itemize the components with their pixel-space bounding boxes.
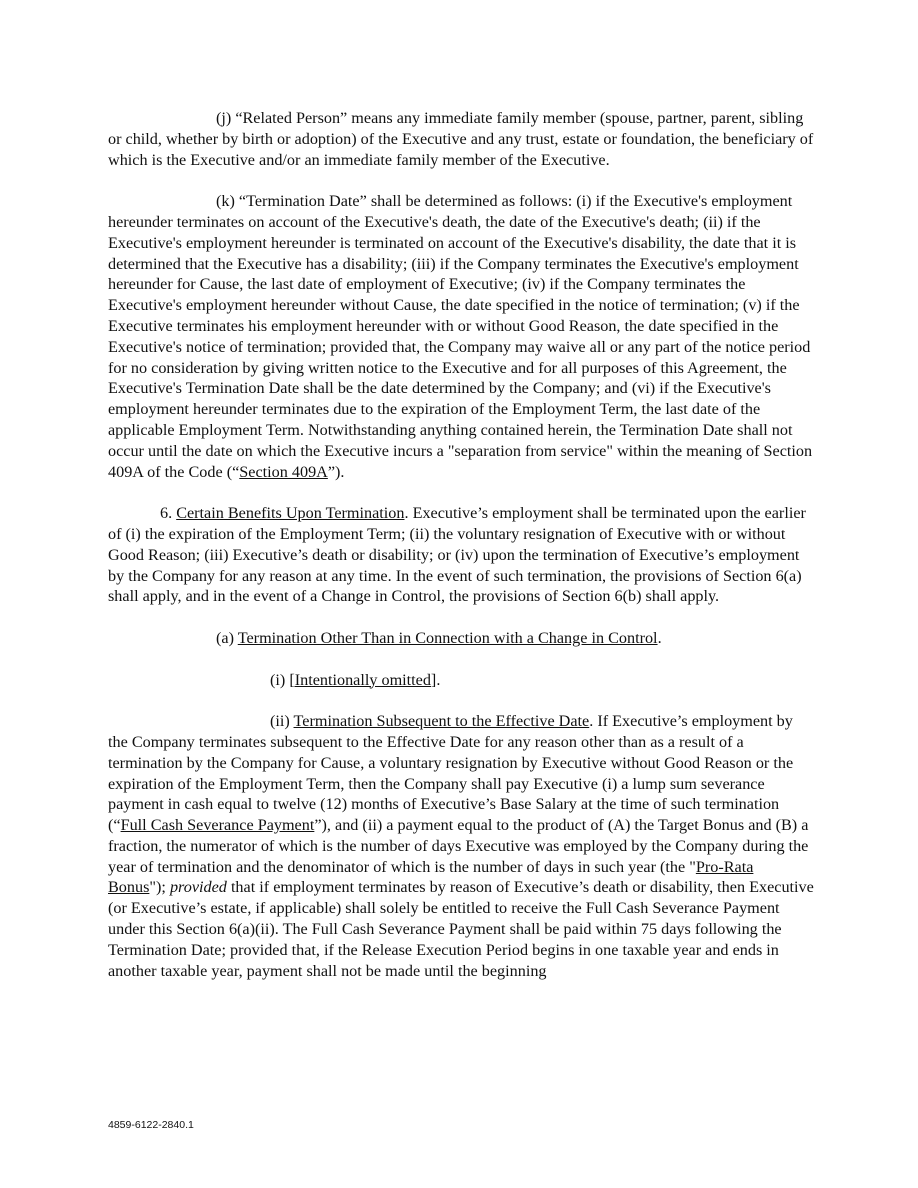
section-6aii-text-2: ”), and (ii) a payment equal to the product of (A) the Target Bonus and (B) a fraction, the numerator of which is the number of days Executive was employed by the Company during the year of termination and the denominator of which is the number of days in such year (the " — [108, 816, 809, 876]
document-page — [108, 108, 814, 1002]
termination-date-tail: ”). — [327, 462, 345, 481]
section-6-paragraph — [108, 503, 814, 607]
section-6a-heading — [108, 628, 814, 649]
section-6a-number: (a) — [216, 628, 238, 647]
section-6aii-emphasis: provided — [169, 878, 227, 897]
section-6aii-number: (ii) — [270, 712, 294, 731]
section-6-title: Certain Benefits Upon Termination — [176, 504, 405, 523]
section-6ai-heading — [108, 670, 814, 691]
defined-term-pro-rata-bonus: Pro-Rata Bonus — [108, 857, 754, 897]
section-6aii-title: Termination Subsequent to the Effective Date — [293, 712, 590, 731]
section-6aii-paragraph — [108, 711, 814, 981]
paragraph-termination-date — [108, 191, 814, 482]
defined-term-full-cash-severance-payment: Full Cash Severance Payment — [120, 816, 315, 835]
section-6-number: 6. — [160, 504, 177, 523]
section-6a-end: . — [657, 628, 662, 647]
section-6aii-text-1: . If Executive’s employment by the Company terminates subsequent to the Effective Date for any reason other than as a result of a termination by the Company for Cause, a voluntary resignation by Executive without Good Reason or the expiration of the Employment Term, then the Company shall pay Executive (i) a lump sum severance payment in cash equal to twelve (12) months of Executive’s Base Salary at the time of such termination (“ — [108, 712, 794, 835]
termination-date-text: (k) “Termination Date” shall be determined as follows: (i) if the Executive's employment hereunder terminates on account of the Executive's death, the date of the Executive's death; (ii) if the Executive's employment hereunder is terminated on account of the Executive's disability, the date that it is determined that the Executive has a disability; (iii) if the Company terminates the Executive's employment hereunder for Cause, the last date of employment of Executive; (iv) if the Company terminates the Executive's employment hereunder without Cause, the date specified in the notice of termination; (v) if the Executive terminates his employment hereunder with or without Good Reason, the date specified in the Executive's notice of termination; provided that, the Company may waive all or any part of the notice period for no consideration by giving written notice to the Executive and for all purposes of this Agreement, the Executive's Termination Date shall be the date determined by the Company; and (vi) if the Executive's employment hereunder terminates due to the expiration of the Employment Term, the last date of the applicable Employment Term. Notwithstanding anything contained herein, the Termination Date shall not occur until the date on which the Executive incurs a "separation from service" within the meaning of Section 409A of the Code (“ — [108, 192, 813, 481]
section-6aii-text-4: that if employment terminates by reason of Executive’s death or disability, then Executive (or Executive’s estate, if applicable) shall solely be entitled to receive the Full Cash Severance Payment under this Section 6(a)(ii). The Full Cash Severance Payment shall be paid within 75 days following the Termination Date; provided that, if the Release Execution Period begins in one taxable year and ends in another taxable year, payment shall not be made until the beginning — [108, 878, 814, 980]
section-6ai-end: . — [436, 670, 441, 689]
section-6aii-text-3: "); — [149, 878, 170, 897]
paragraph-related-person-text: (j) “Related Person” means any immediate family member (spouse, partner, parent, sibling or child, whether by birth or adoption) of the Executive and any trust, estate or foundation, the beneficiary of which is the Executive and/or an immediate family member of the Executive. — [108, 109, 814, 169]
paragraph-related-person — [108, 108, 814, 170]
section-6-text: . Executive’s employment shall be terminated upon the earlier of (i) the expiration of the Employment Term; (ii) the voluntary resignation of Executive with or without Good Reason; (iii) Executive’s death or disability; or (iv) upon the termination of Executive’s employment by the Company for any reason at any time. In the event of such termination, the provisions of Section 6(a) shall apply, and in the event of a Change in Control, the provisions of Section 6(b) shall apply. — [108, 504, 806, 606]
document-id-footer: 4859-6122-2840.1 — [108, 1119, 194, 1131]
section-6a-title: Termination Other Than in Connection with a Change in Control — [237, 628, 658, 647]
defined-term-section-409a: Section 409A — [239, 462, 328, 481]
section-6ai-title: [Intentionally omitted] — [289, 670, 437, 689]
section-6ai-number: (i) — [270, 670, 290, 689]
